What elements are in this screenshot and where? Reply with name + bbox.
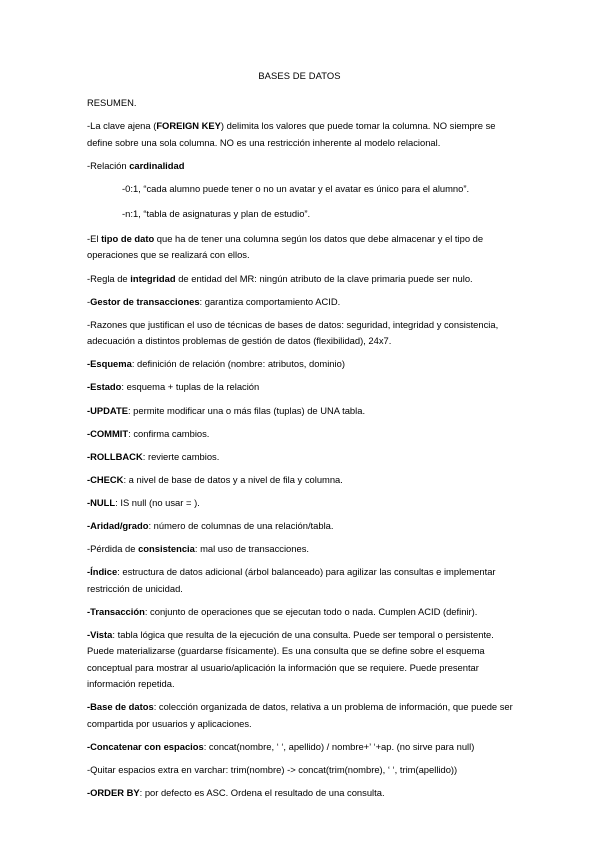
paragraph [87, 495, 515, 512]
paragraph [87, 317, 515, 350]
text-run: que ha de tener una columna según los datos que debe almacenar y el tipo de operaciones que se realizará con ellos. [87, 232, 484, 261]
document-title: BASES DE DATOS [258, 70, 341, 81]
bold-term: -NULL [87, 496, 116, 508]
text-run: : mal uso de transacciones. [194, 543, 309, 555]
text-run: -Razones que justifican el uso de técnicas de bases de datos: seguridad, integridad y consistencia, adecuación a distintos problemas de gestión de datos (flexibilidad), 24x7. [87, 318, 499, 347]
text-run: : estructura de datos adicional (árbol balanceado) para agilizar las consultas e implementar restricción de unicidad. [87, 566, 496, 594]
paragraph [87, 403, 515, 420]
text-run: : tabla lógica que resulta de la ejecución de una consulta. Puede ser temporal o persistente. Puede materializarse (guardarse físicamente). Es una consulta que se define sobre el esquema conceptual para mostrar al usuario/aplicación la información que se requiere. Puede presentar información repetida. [87, 628, 494, 690]
text-run: : por defecto es ASC. Ordena el resultado de una consulta. [139, 787, 385, 799]
text-run: : a nivel de base de datos y a nivel de fila y columna. [123, 473, 343, 485]
paragraph [87, 231, 515, 264]
bold-term: integridad [130, 272, 176, 284]
text-run: de entidad del MR: ningún atributo de la clave primaria puede ser nulo. [175, 272, 473, 284]
bold-term: -ORDER BY [87, 787, 140, 799]
paragraph [87, 379, 515, 396]
paragraph [87, 604, 515, 621]
paragraph [87, 449, 515, 466]
text-run: : conjunto de operaciones que se ejecutan todo o nada. Cumplen ACID (definir). [144, 605, 478, 617]
text-run: -Pérdida de [87, 543, 139, 555]
paragraph [87, 271, 515, 288]
bold-term: cardinalidad [129, 159, 185, 171]
paragraph [87, 541, 515, 558]
bold-term: -Base de datos [87, 701, 154, 713]
paragraph [87, 699, 515, 732]
paragraph [87, 472, 515, 489]
paragraph [87, 564, 515, 597]
paragraph [87, 181, 515, 198]
bold-term: -ROLLBACK [87, 450, 143, 462]
text-run: : garantiza comportamiento ACID. [199, 295, 341, 307]
bold-term: FOREIGN KEY [156, 120, 221, 132]
text-run: -La clave ajena ( [87, 120, 157, 132]
bold-term: consistencia [138, 543, 195, 555]
bold-term: -Esquema [87, 358, 132, 370]
paragraph [87, 426, 515, 443]
paragraph [87, 518, 515, 535]
bold-term: -CHECK [87, 473, 124, 485]
bold-term: -COMMIT [87, 427, 129, 439]
text-run: ) delimita los valores que puede tomar la columna. NO siempre se define sobre una sola columna. NO es una restricción inherente al modelo relacional. [87, 120, 496, 148]
text-run: -n:1, “tabla de asignaturas y plan de estudio”. [122, 207, 311, 219]
text-run: -Quitar espacios extra en varchar: trim(nombre) -> concat(trim(nombre), ‘ ‘, trim(apellido)) [87, 764, 458, 776]
text-run: : número de columnas de una relación/tabla. [148, 520, 334, 531]
text-run: : IS null (no usar = ). [115, 496, 200, 508]
bold-term: -Concatenar con espacios [87, 741, 204, 753]
text-run: -El [87, 232, 102, 244]
text-run: : revierte cambios. [142, 450, 220, 462]
text-run: : confirma cambios. [128, 427, 210, 439]
paragraph [87, 294, 515, 311]
text-run: : definición de relación (nombre: atributos, dominio) [131, 358, 345, 370]
bold-term: -Índice [87, 566, 118, 578]
paragraph [87, 158, 515, 175]
text-run: - [87, 295, 91, 307]
paragraph [87, 739, 515, 756]
document-body [87, 95, 515, 808]
bold-term: tipo de dato [101, 232, 155, 244]
paragraph [87, 627, 515, 693]
bold-term: -Transacción [87, 605, 145, 617]
text-run: -Relación [87, 159, 130, 171]
bold-term: -UPDATE [87, 404, 128, 416]
paragraph [87, 206, 515, 223]
text-run: : concat(nombre, ‘ ‘, apellido) / nombre+’ ‘+ap. (no sirve para null) [203, 741, 475, 753]
paragraph [87, 785, 515, 802]
bold-term: -Aridad/grado [87, 520, 149, 531]
text-run: RESUMEN. [87, 97, 137, 108]
bold-term: -Vista [87, 628, 113, 640]
text-run: : colección organizada de datos, relativa a un problema de información, que puede ser compartida por usuarios y aplicaciones. [87, 701, 513, 729]
paragraph [87, 356, 515, 373]
bold-term: -Estado [87, 381, 122, 393]
paragraph [87, 762, 515, 779]
paragraph [87, 118, 515, 151]
paragraph [87, 95, 515, 112]
text-run: : esquema + tuplas de la relación [121, 381, 260, 393]
text-run: -Regla de [87, 272, 131, 284]
text-run: : permite modificar una o más filas (tuplas) de UNA tabla. [127, 404, 366, 416]
bold-term: Gestor de transacciones [90, 295, 200, 307]
text-run: -0:1, “cada alumno puede tener o no un avatar y el avatar es único para el alumno”. [122, 182, 470, 194]
